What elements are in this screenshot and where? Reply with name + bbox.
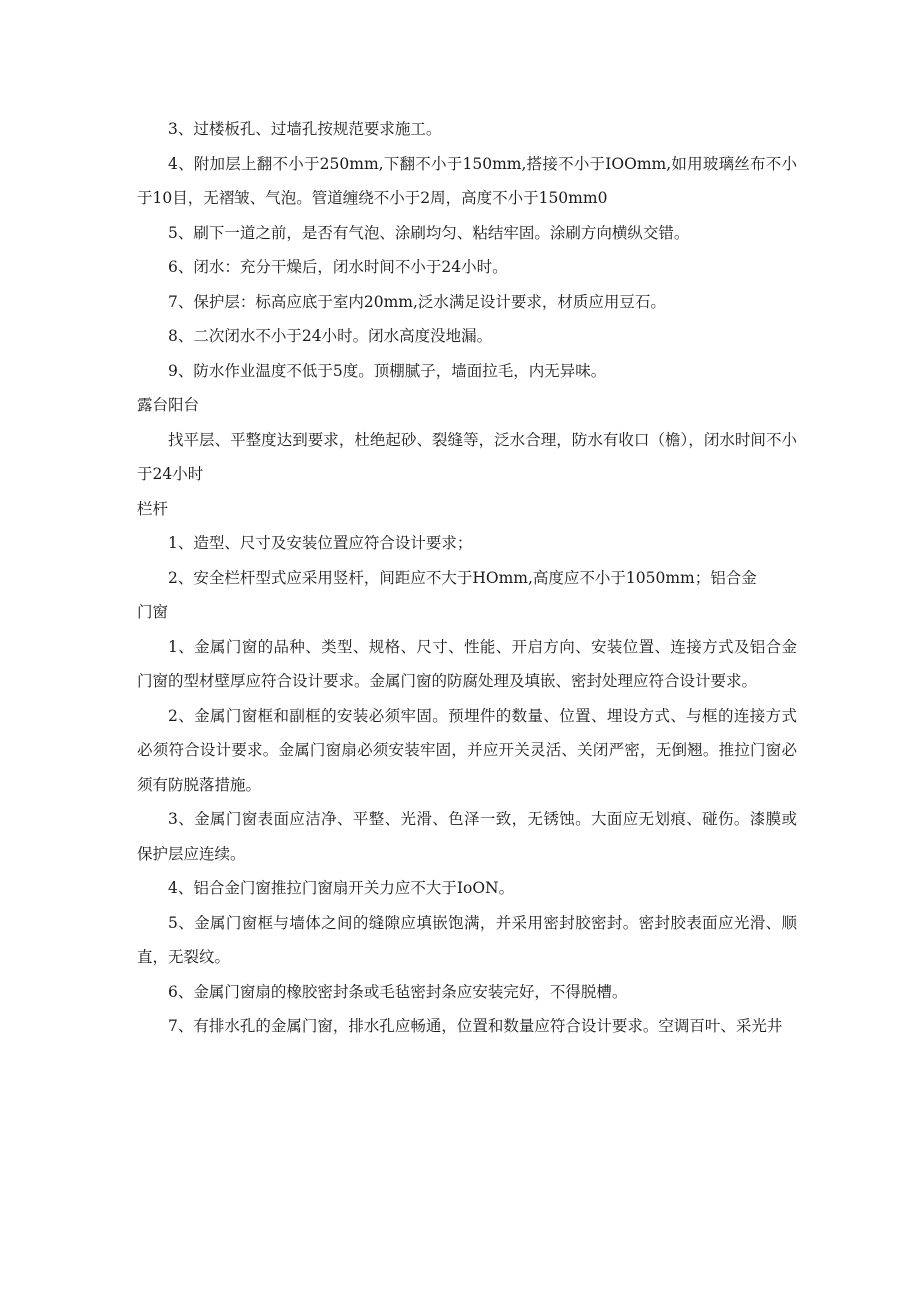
paragraph-3-floor-wall-holes: 3、过楼板孔、过墙孔按规范要求施工。	[168, 120, 442, 138]
paragraph-doors-windows-2: 2、金属门窗框和副框的安装必须牢固。预埋件的数量、位置、埋设方式、与框的连接方式必须符合设计要求。金属门窗扇必须安装牢固，并应开关灵活、关闭严密，无倒翘。推拉门窗必须有防脱落措施。	[137, 706, 797, 794]
paragraph-doors-windows-1: 1、金属门窗的品种、类型、规格、尺寸、性能、开启方向、安装位置、连接方式及铝合金门窗的型材壁厚应符合设计要求。金属门窗的防腐处理及填嵌、密封处理应符合设计要求。	[137, 637, 797, 690]
heading-terrace-balcony: 露台阳台	[137, 396, 200, 414]
heading-doors-windows: 门窗	[137, 603, 169, 621]
paragraph-railing-1: 1、造型、尺寸及安装位置应符合设计要求；	[168, 534, 473, 552]
paragraph-6-water-closing: 6、闭水：充分干燥后，闭水时间不小于24小时。	[168, 258, 508, 276]
paragraph-leveling-layer: 找平层、平整度达到要求，杜绝起砂、裂缝等，泛水合理，防水有收口（檐），闭水时间不小于24小时	[137, 430, 797, 483]
paragraph-railing-2: 2、安全栏杆型式应采用竖杆，间距应不大于HOmm,高度应不小于1050mm；铝合金	[168, 568, 757, 587]
paragraph-4-additional-layer: 4、附加层上翻不小于250mm,下翻不小于150mm,搭接不小于IOOmm,如用玻璃丝布不小于10目，无褶皱、气泡。管道缠绕不小于2周，高度不小于150mm0	[137, 154, 797, 207]
paragraph-7-protective-layer: 7、保护层：标高应底于室内20mm,泛水满足设计要求，材质应用豆石。	[168, 292, 666, 311]
document-body	[137, 112, 797, 1044]
paragraph-5-brushing: 5、刷下一道之前，是否有气泡、涂刷均匀、粘结牢固。涂刷方向横纵交错。	[168, 223, 690, 242]
paragraph-9-temperature: 9、防水作业温度不低于5度。顶棚腻子，墙面拉毛，内无异味。	[168, 361, 607, 380]
paragraph-doors-windows-3: 3、金属门窗表面应洁净、平整、光滑、色泽一致，无锈蚀。大面应无划痕、碰伤。漆膜或保护层应连续。	[137, 810, 797, 863]
paragraph-doors-windows-6: 6、金属门窗扇的橡胶密封条或毛毡密封条应安装完好，不得脱槽。	[168, 982, 628, 1001]
paragraph-doors-windows-4: 4、铝合金门窗推拉门窗扇开关力应不大于IoON。	[168, 879, 515, 897]
paragraph-doors-windows-7: 7、有排水孔的金属门窗，排水孔应畅通，位置和数量应符合设计要求。空调百叶、采光井	[168, 1017, 783, 1035]
paragraph-8-second-water-closing: 8、二次闭水不小于24小时。闭水高度没地漏。	[168, 327, 493, 345]
heading-railing: 栏杆	[137, 499, 169, 518]
paragraph-doors-windows-5: 5、金属门窗框与墙体之间的缝隙应填嵌饱满，并采用密封胶密封。密封胶表面应光滑、顺直，无裂纹。	[137, 913, 797, 966]
